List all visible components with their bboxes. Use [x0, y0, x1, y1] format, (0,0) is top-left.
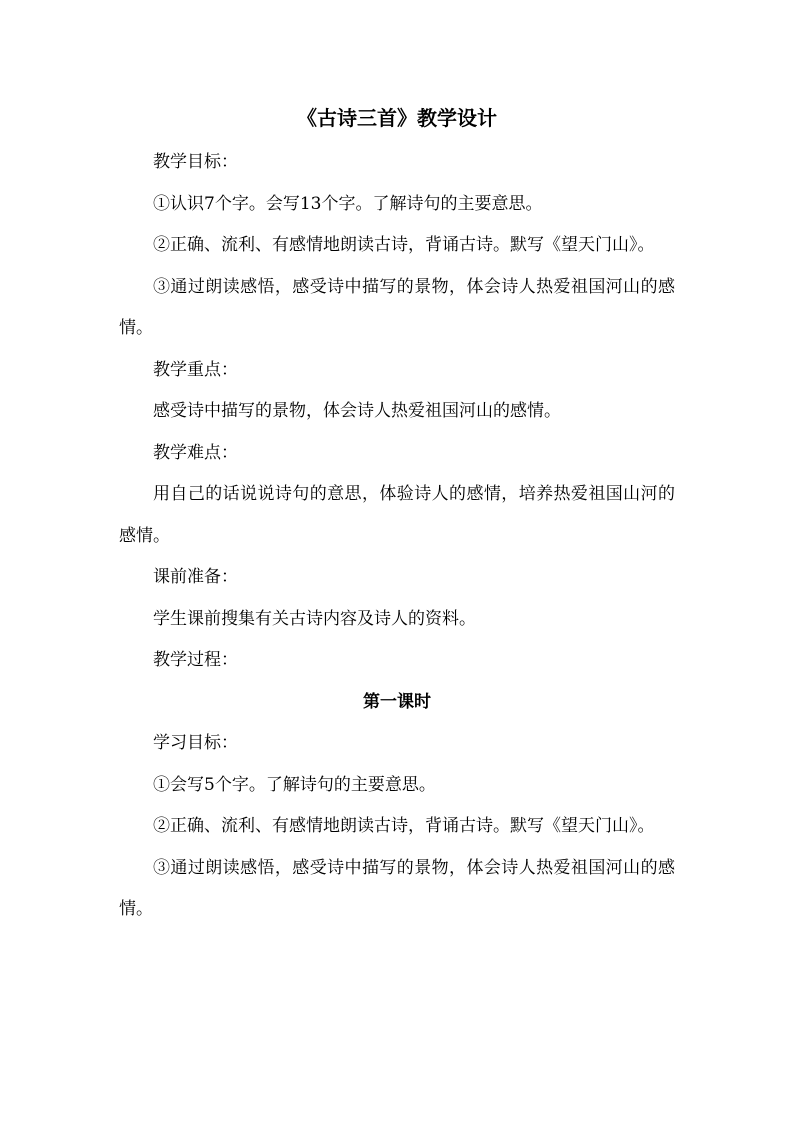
label-preparation: 课前准备： [153, 567, 238, 587]
goal-item-2: ②正确、流利、有感情地朗读古诗，背诵古诗。默写《望天门山》。 [153, 235, 655, 255]
document-body [119, 100, 675, 931]
document-title: 《古诗三首》教学设计 [297, 106, 497, 130]
section-heading-first-lesson: 第一课时 [363, 691, 431, 712]
difficulties-text: 用自己的话说说诗句的意思，体验诗人的感情，培养热爱祖国山河的感情。 [119, 484, 675, 546]
key-points-text: 感受诗中描写的景物，体会诗人热爱祖国河山的感情。 [153, 401, 561, 421]
learning-goal-item-1: ①会写5个字。了解诗句的主要意思。 [153, 774, 436, 795]
label-difficulties: 教学难点： [153, 442, 238, 463]
learning-goal-item-2: ②正确、流利、有感情地朗读古诗，背诵古诗。默写《望天门山》。 [153, 816, 655, 836]
goal-item-3: ③通过朗读感悟，感受诗中描写的景物，体会诗人热爱祖国河山的感情。 [119, 276, 675, 338]
label-teaching-goals: 教学目标： [153, 152, 238, 172]
label-teaching-process: 教学过程： [153, 650, 238, 670]
goal-item-1: ①认识7个字。会写13个字。了解诗句的主要意思。 [153, 193, 543, 214]
label-key-points: 教学重点： [153, 359, 238, 380]
label-learning-goals: 学习目标： [153, 733, 238, 753]
learning-goal-item-3: ③通过朗读感悟，感受诗中描写的景物，体会诗人热爱祖国河山的感情。 [119, 857, 675, 919]
preparation-text: 学生课前搜集有关古诗内容及诗人的资料。 [153, 608, 476, 629]
